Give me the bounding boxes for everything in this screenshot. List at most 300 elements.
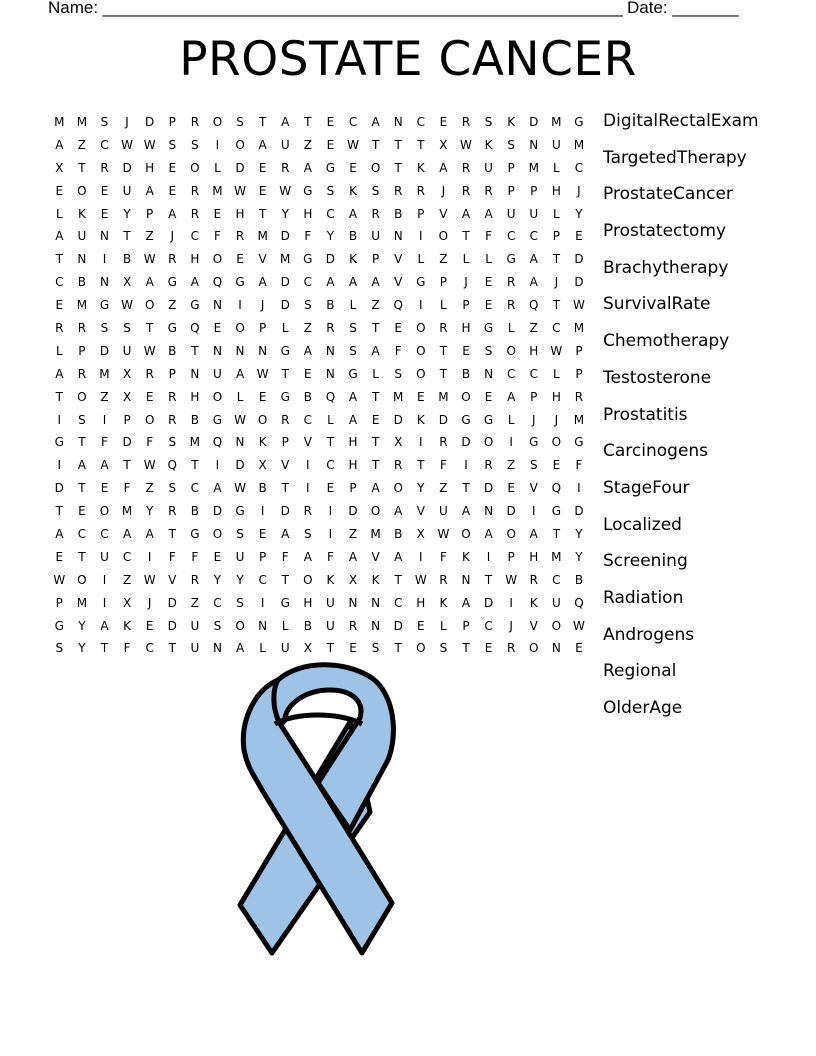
grid-letter: A bbox=[461, 504, 471, 519]
grid-letter: Z bbox=[100, 389, 109, 404]
grid-letter: W bbox=[143, 572, 156, 587]
grid-letter: U bbox=[122, 183, 132, 198]
grid-letter: S bbox=[439, 641, 448, 656]
grid-letter: F bbox=[168, 549, 176, 564]
grid-letter: G bbox=[574, 435, 584, 450]
grid-letter: F bbox=[146, 435, 154, 450]
grid-letter: Q bbox=[190, 321, 200, 336]
grid-letter: X bbox=[122, 389, 132, 404]
grid-letter: A bbox=[303, 160, 312, 175]
grid-letter: E bbox=[484, 641, 493, 656]
grid-letter: N bbox=[235, 435, 245, 450]
grid-letter: X bbox=[122, 275, 132, 290]
grid-letter: I bbox=[102, 252, 107, 267]
grid-letter: T bbox=[78, 481, 86, 496]
grid-letter: E bbox=[213, 206, 222, 221]
grid-letter: A bbox=[348, 412, 358, 427]
grid-letter: T bbox=[552, 298, 561, 313]
grid-letter: A bbox=[529, 275, 538, 290]
grid-letter: I bbox=[328, 504, 333, 519]
grid-letter: A bbox=[348, 549, 358, 564]
grid-letter: F bbox=[123, 641, 131, 656]
grid-letter: G bbox=[303, 183, 313, 198]
grid-letter: B bbox=[258, 481, 267, 496]
grid-letter: Z bbox=[303, 137, 312, 152]
grid-letter: S bbox=[191, 137, 199, 152]
grid-letter: K bbox=[484, 137, 493, 152]
grid-letter: O bbox=[257, 412, 268, 427]
grid-letter: N bbox=[393, 115, 403, 129]
grid-letter: A bbox=[55, 137, 64, 152]
grid-letter: F bbox=[485, 229, 493, 244]
grid-letter: S bbox=[123, 321, 131, 336]
grid-letter: Q bbox=[212, 275, 223, 290]
grid-letter: W bbox=[234, 412, 246, 427]
grid-letter: D bbox=[574, 252, 584, 267]
grid-letter: P bbox=[259, 321, 267, 336]
grid-letter: T bbox=[462, 641, 470, 656]
grid-letter: J bbox=[147, 595, 152, 610]
grid-letter: A bbox=[394, 549, 403, 564]
grid-letter: U bbox=[280, 641, 290, 656]
grid-letter: C bbox=[100, 137, 109, 152]
grid-letter: O bbox=[212, 389, 223, 404]
grid-letter: A bbox=[326, 275, 335, 290]
grid-letter: U bbox=[551, 595, 561, 610]
grid-letter: E bbox=[484, 275, 493, 290]
grid-letter: U bbox=[529, 206, 539, 221]
grid-letter: H bbox=[529, 549, 539, 564]
grid-letter: Y bbox=[281, 206, 289, 221]
name-field-label: Name: _______________________________________________________ bbox=[48, 0, 623, 17]
grid-letter: Q bbox=[167, 458, 177, 473]
grid-letter: T bbox=[484, 572, 493, 587]
grid-letter: L bbox=[281, 618, 289, 633]
grid-row bbox=[48, 615, 590, 638]
grid-letter: S bbox=[236, 527, 244, 542]
grid-letter: T bbox=[462, 229, 470, 244]
grid-letter: U bbox=[326, 618, 335, 633]
grid-letter: I bbox=[57, 458, 62, 473]
grid-letter: I bbox=[419, 549, 423, 564]
grid-letter: M bbox=[573, 137, 585, 152]
grid-letter: S bbox=[304, 298, 312, 313]
grid-letter: G bbox=[483, 321, 494, 336]
grid-letter: K bbox=[326, 572, 335, 587]
grid-letter: N bbox=[99, 275, 109, 290]
grid-letter: K bbox=[507, 115, 516, 129]
grid-letter: U bbox=[506, 206, 516, 221]
grid-letter: I bbox=[238, 298, 242, 313]
grid-letter: D bbox=[348, 504, 358, 519]
grid-letter: T bbox=[55, 252, 63, 267]
grid-letter: Q bbox=[212, 435, 223, 450]
grid-letter: C bbox=[506, 229, 516, 244]
grid-letter: G bbox=[416, 275, 426, 290]
grid-letter: A bbox=[145, 275, 154, 290]
grid-letter: Z bbox=[77, 137, 86, 152]
grid-letter: E bbox=[55, 298, 64, 313]
grid-letter: A bbox=[348, 206, 358, 221]
grid-letter: D bbox=[235, 458, 245, 473]
grid-letter: J bbox=[554, 275, 559, 290]
grid-letter: U bbox=[122, 343, 132, 358]
word-list-item: Chemotherapy bbox=[603, 331, 730, 352]
grid-letter: R bbox=[235, 229, 245, 244]
grid-letter: P bbox=[507, 183, 515, 198]
grid-letter: O bbox=[303, 572, 313, 587]
grid-letter: Y bbox=[78, 618, 86, 633]
grid-letter: R bbox=[281, 160, 290, 175]
grid-letter: E bbox=[507, 481, 515, 496]
grid-letter: O bbox=[370, 160, 381, 175]
grid-letter: F bbox=[101, 435, 108, 450]
grid-letter: S bbox=[484, 343, 493, 358]
grid-letter: N bbox=[212, 298, 222, 313]
grid-letter: T bbox=[191, 343, 199, 358]
grid-letter: C bbox=[552, 572, 561, 587]
grid-letter: U bbox=[213, 366, 222, 381]
date-field-label: Date: _______ bbox=[627, 0, 739, 17]
grid-letter: L bbox=[485, 252, 492, 267]
grid-letter: E bbox=[349, 641, 357, 656]
grid-letter: H bbox=[348, 435, 358, 450]
grid-letter: G bbox=[99, 298, 110, 313]
grid-letter: J bbox=[441, 183, 446, 198]
grid-letter: A bbox=[439, 160, 448, 175]
grid-letter: S bbox=[78, 412, 86, 427]
grid-letter: N bbox=[190, 366, 200, 381]
grid-letter: D bbox=[280, 298, 290, 313]
grid-letter: N bbox=[258, 343, 268, 358]
grid-letter: E bbox=[145, 618, 154, 633]
grid-letter: C bbox=[348, 115, 358, 129]
grid-letter: P bbox=[462, 298, 470, 313]
grid-letter: N bbox=[371, 618, 381, 633]
grid-letter: T bbox=[371, 435, 380, 450]
grid-letter: L bbox=[214, 160, 221, 175]
grid-letter: H bbox=[303, 595, 313, 610]
grid-letter: M bbox=[551, 549, 562, 564]
grid-letter: H bbox=[551, 183, 561, 198]
grid-row bbox=[48, 454, 590, 477]
grid-letter: L bbox=[55, 206, 63, 221]
grid-letter: L bbox=[553, 366, 560, 381]
grid-letter: F bbox=[123, 481, 131, 496]
grid-letter: L bbox=[507, 412, 515, 427]
grid-letter: N bbox=[77, 252, 87, 267]
grid-letter: W bbox=[143, 458, 156, 473]
grid-letter: O bbox=[461, 527, 471, 542]
grid-letter: W bbox=[234, 481, 246, 496]
grid-letter: G bbox=[483, 412, 494, 427]
grid-letter: G bbox=[54, 435, 64, 450]
grid-letter: S bbox=[168, 481, 177, 496]
grid-letter: Y bbox=[236, 572, 244, 587]
grid-letter: E bbox=[145, 389, 154, 404]
grid-letter: I bbox=[260, 504, 265, 519]
grid-letter: D bbox=[280, 275, 290, 290]
grid-letter: A bbox=[213, 481, 222, 496]
grid-letter: K bbox=[529, 595, 538, 610]
grid-letter: R bbox=[461, 160, 471, 175]
grid-letter: R bbox=[190, 115, 200, 129]
grid-letter: I bbox=[102, 572, 107, 587]
grid-letter: I bbox=[577, 481, 581, 496]
grid-letter: G bbox=[280, 343, 290, 358]
grid-row bbox=[48, 248, 590, 271]
grid-row bbox=[48, 386, 590, 409]
grid-letter: S bbox=[304, 527, 312, 542]
grid-letter: V bbox=[416, 504, 425, 519]
grid-letter: V bbox=[394, 275, 403, 290]
grid-letter: O bbox=[77, 183, 87, 198]
grid-letter: F bbox=[191, 549, 199, 564]
grid-letter: E bbox=[349, 160, 357, 175]
grid-letter: R bbox=[529, 572, 538, 587]
grid-letter: X bbox=[122, 366, 132, 381]
grid-letter: E bbox=[439, 115, 448, 129]
grid-letter: D bbox=[483, 481, 494, 496]
word-list bbox=[603, 110, 759, 734]
grid-row bbox=[48, 431, 590, 454]
word-list-item: Prostatitis bbox=[603, 404, 688, 425]
grid-letter: T bbox=[55, 504, 63, 519]
grid-row bbox=[48, 225, 590, 248]
grid-letter: I bbox=[509, 435, 513, 450]
word-list-item: DigitalRectalExam bbox=[603, 111, 759, 131]
grid-letter: Y bbox=[575, 206, 583, 221]
grid-letter: E bbox=[55, 549, 64, 564]
grid-letter: O bbox=[144, 298, 155, 313]
grid-letter: F bbox=[326, 549, 334, 564]
grid-letter: T bbox=[78, 549, 86, 564]
grid-letter: G bbox=[190, 527, 200, 542]
grid-letter: O bbox=[99, 504, 110, 519]
grid-letter: D bbox=[461, 435, 471, 450]
grid-letter: A bbox=[145, 183, 154, 198]
grid-letter: J bbox=[170, 229, 175, 244]
grid-letter: M bbox=[438, 389, 449, 404]
grid-letter: T bbox=[281, 481, 289, 496]
grid-letter: Z bbox=[371, 298, 380, 313]
grid-letter: R bbox=[281, 412, 290, 427]
grid-letter: S bbox=[236, 115, 244, 129]
grid-letter: T bbox=[55, 389, 63, 404]
grid-letter: D bbox=[167, 595, 177, 610]
grid-letter: E bbox=[258, 160, 267, 175]
grid-letter: H bbox=[190, 389, 200, 404]
grid-letter: T bbox=[552, 527, 561, 542]
grid-letter: W bbox=[505, 572, 518, 587]
grid-letter: B bbox=[122, 252, 132, 267]
grid-letter: S bbox=[168, 435, 177, 450]
grid-letter: H bbox=[348, 458, 358, 473]
grid-letter: J bbox=[577, 183, 581, 198]
grid-letter: T bbox=[552, 252, 561, 267]
grid-letter: R bbox=[394, 458, 403, 473]
grid-letter: W bbox=[347, 137, 359, 152]
grid-letter: R bbox=[168, 412, 177, 427]
grid-letter: G bbox=[280, 595, 290, 610]
grid-letter: A bbox=[100, 618, 109, 633]
grid-letter: O bbox=[483, 435, 494, 450]
grid-letter: T bbox=[462, 481, 470, 496]
word-list-item: Carcinogens bbox=[603, 441, 709, 462]
grid-letter: J bbox=[554, 412, 559, 427]
grid-letter: M bbox=[573, 412, 585, 427]
grid-letter: V bbox=[439, 206, 448, 221]
grid-letter: R bbox=[190, 206, 200, 221]
grid-letter: R bbox=[416, 183, 425, 198]
grid-letter: V bbox=[371, 549, 380, 564]
grid-letter: C bbox=[145, 641, 154, 656]
grid-letter: G bbox=[574, 115, 584, 129]
grid-letter: L bbox=[553, 206, 560, 221]
grid-letter: I bbox=[260, 595, 265, 610]
grid-letter: E bbox=[552, 458, 561, 473]
grid-letter: N bbox=[484, 366, 494, 381]
grid-letter: U bbox=[280, 137, 290, 152]
word-list-item: Radiation bbox=[603, 587, 684, 608]
grid-letter: J bbox=[260, 298, 265, 313]
grid-letter: W bbox=[143, 137, 156, 152]
grid-letter: Z bbox=[507, 458, 516, 473]
grid-letter: V bbox=[168, 572, 177, 587]
grid-row bbox=[48, 180, 590, 203]
grid-letter: W bbox=[414, 572, 427, 587]
grid-letter: C bbox=[416, 115, 425, 129]
grid-row bbox=[48, 203, 590, 226]
grid-letter: S bbox=[507, 137, 515, 152]
grid-letter: E bbox=[100, 206, 109, 221]
grid-letter: I bbox=[306, 458, 310, 473]
grid-letter: Q bbox=[551, 481, 562, 496]
grid-letter: E bbox=[326, 115, 335, 129]
grid-letter: O bbox=[77, 572, 87, 587]
grid-letter: F bbox=[394, 343, 402, 358]
grid-letter: E bbox=[462, 343, 470, 358]
grid-letter: H bbox=[303, 206, 313, 221]
word-list-item: OlderAge bbox=[603, 698, 683, 718]
grid-letter: Y bbox=[146, 504, 154, 519]
word-list-item: Regional bbox=[603, 661, 677, 682]
grid-letter: B bbox=[461, 366, 471, 381]
grid-letter: A bbox=[394, 504, 403, 519]
grid-letter: P bbox=[530, 183, 538, 198]
grid-letter: A bbox=[529, 252, 538, 267]
grid-row bbox=[48, 500, 590, 523]
grid-letter: P bbox=[507, 160, 515, 175]
grid-letter: G bbox=[506, 252, 516, 267]
grid-letter: S bbox=[529, 458, 538, 473]
grid-letter: C bbox=[190, 481, 200, 496]
grid-letter: Z bbox=[348, 527, 358, 542]
word-list-item: Prostatectomy bbox=[603, 221, 727, 242]
grid-letter: T bbox=[304, 115, 312, 129]
grid-letter: C bbox=[122, 549, 132, 564]
grid-letter: L bbox=[372, 366, 379, 381]
word-list-item: Screening bbox=[603, 551, 688, 572]
grid-letter: P bbox=[146, 206, 154, 221]
grid-letter: N bbox=[212, 343, 222, 358]
grid-row bbox=[48, 477, 590, 500]
grid-letter: O bbox=[235, 321, 245, 336]
grid-letter: D bbox=[574, 504, 584, 519]
grid-letter: E bbox=[213, 321, 222, 336]
word-list-item: Brachytherapy bbox=[603, 257, 729, 278]
grid-letter: E bbox=[417, 389, 425, 404]
grid-row bbox=[48, 546, 590, 569]
grid-letter: T bbox=[281, 366, 289, 381]
grid-letter: A bbox=[461, 595, 471, 610]
grid-letter: R bbox=[190, 183, 200, 198]
grid-letter: Z bbox=[303, 321, 312, 336]
grid-letter: X bbox=[416, 527, 425, 542]
grid-letter: A bbox=[507, 389, 516, 404]
grid-letter: R bbox=[168, 504, 177, 519]
grid-letter: M bbox=[280, 252, 291, 267]
grid-letter: S bbox=[349, 321, 357, 336]
grid-letter: T bbox=[123, 229, 131, 244]
grid-letter: O bbox=[438, 229, 449, 244]
grid-letter: K bbox=[258, 435, 267, 450]
grid-letter: T bbox=[258, 115, 267, 129]
grid-letter: T bbox=[394, 137, 402, 152]
grid-letter: S bbox=[55, 641, 64, 656]
grid-letter: D bbox=[325, 252, 336, 267]
grid-letter: O bbox=[416, 321, 426, 336]
grid-letter: E bbox=[575, 641, 583, 656]
grid-letter: R bbox=[77, 366, 87, 381]
grid-row bbox=[48, 569, 590, 592]
grid-letter: D bbox=[393, 412, 403, 427]
grid-letter: R bbox=[303, 504, 312, 519]
grid-letter: N bbox=[484, 504, 494, 519]
grid-letter: N bbox=[461, 572, 471, 587]
grid-letter: C bbox=[506, 366, 516, 381]
grid-letter: E bbox=[168, 183, 177, 198]
grid-letter: N bbox=[235, 343, 245, 358]
grid-letter: A bbox=[168, 206, 177, 221]
grid-letter: K bbox=[349, 183, 357, 198]
grid-letter: C bbox=[529, 366, 538, 381]
grid-letter: T bbox=[258, 206, 267, 221]
grid-letter: W bbox=[437, 527, 450, 542]
grid-letter: D bbox=[99, 343, 110, 358]
grid-letter: R bbox=[100, 160, 109, 175]
grid-letter: T bbox=[326, 641, 335, 656]
grid-letter: A bbox=[281, 527, 290, 542]
grid-letter: N bbox=[348, 595, 358, 610]
grid-letter: I bbox=[306, 481, 310, 496]
grid-letter: O bbox=[506, 343, 516, 358]
grid-letter: X bbox=[394, 435, 403, 450]
grid-letter: A bbox=[371, 481, 380, 496]
grid-letter: O bbox=[416, 343, 426, 358]
word-list-item: Testosterone bbox=[603, 367, 712, 388]
grid-letter: L bbox=[417, 252, 425, 267]
grid-letter: M bbox=[370, 527, 381, 542]
grid-letter: T bbox=[439, 343, 448, 358]
grid-letter: A bbox=[235, 366, 245, 381]
grid-letter: R bbox=[574, 389, 584, 404]
grid-letter: R bbox=[439, 572, 448, 587]
grid-letter: T bbox=[191, 458, 199, 473]
grid-letter: A bbox=[77, 458, 86, 473]
grid-letter: X bbox=[303, 641, 312, 656]
grid-letter: B bbox=[77, 275, 86, 290]
